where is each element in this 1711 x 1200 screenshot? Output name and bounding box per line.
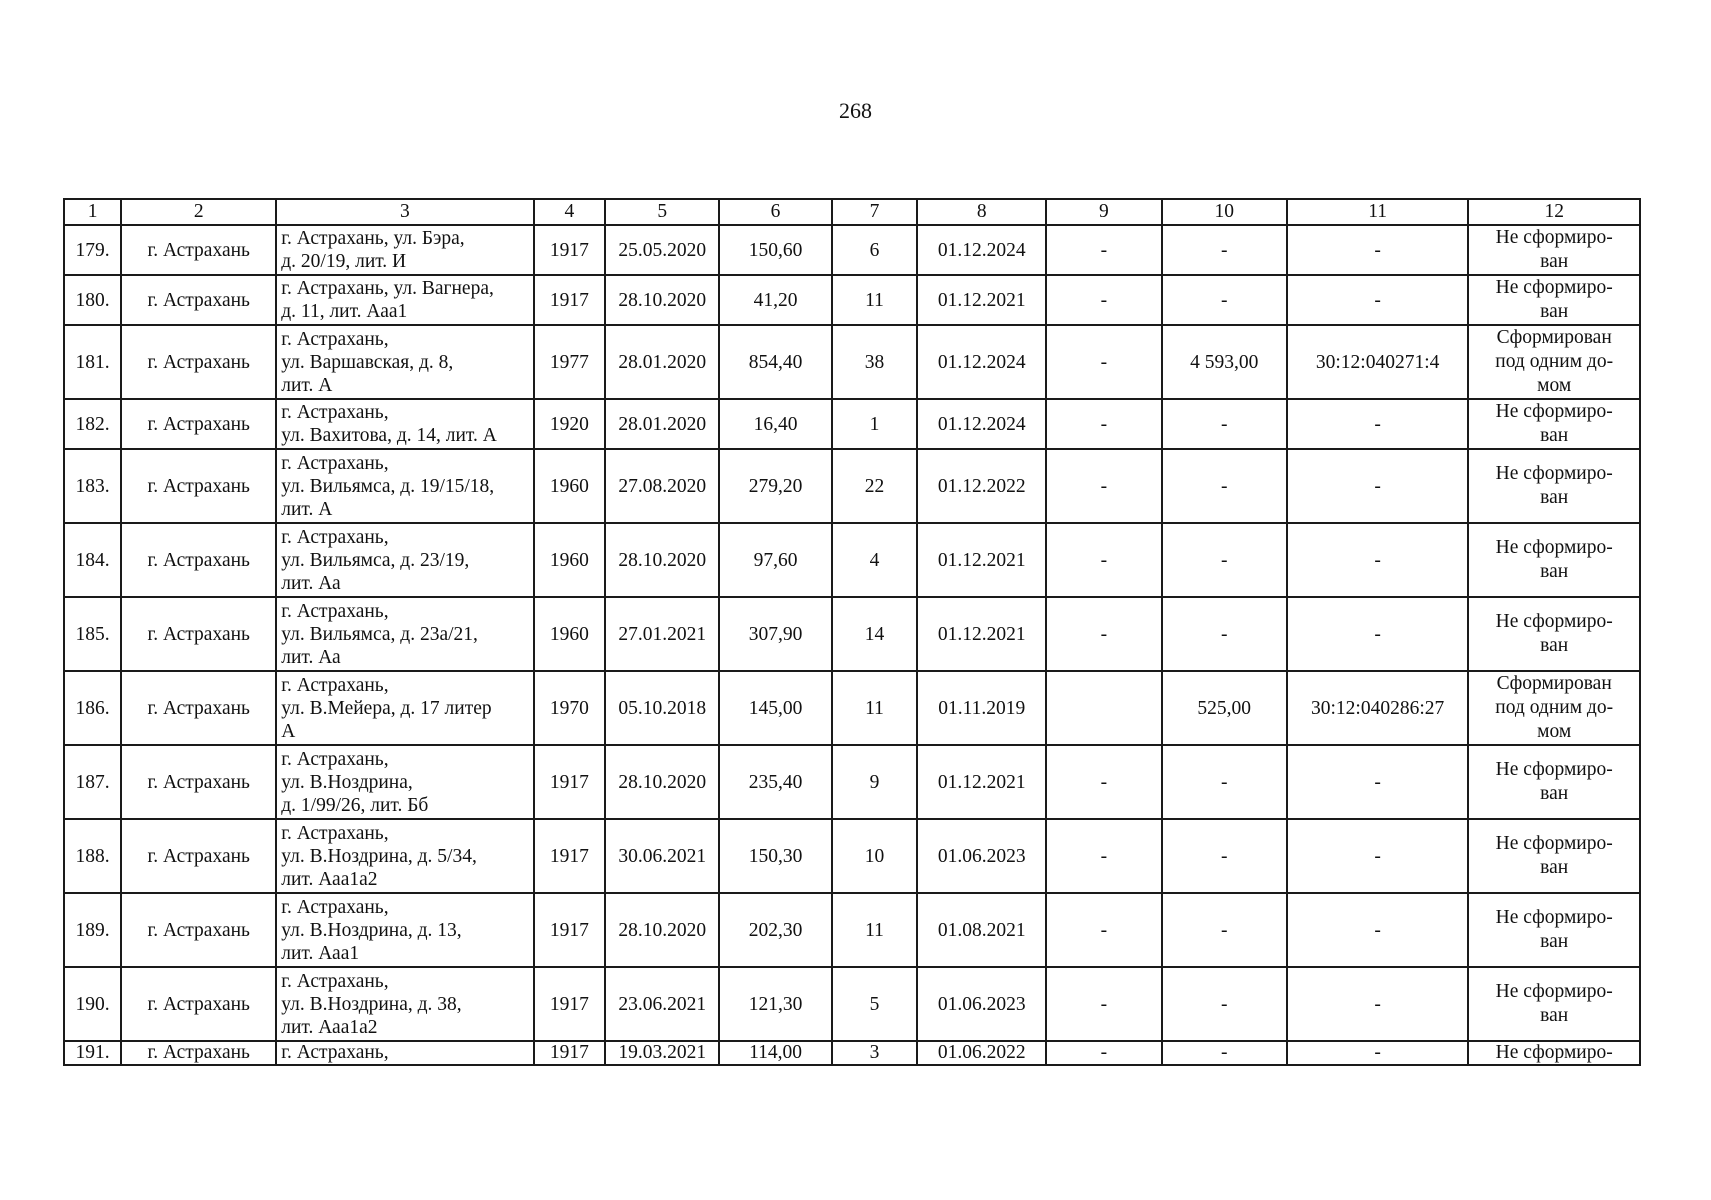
land-status-line: Не сформиро- <box>1495 907 1613 928</box>
year-cell: 1917 <box>534 225 605 275</box>
address-cell <box>276 967 533 1041</box>
col9-cell: - <box>1046 967 1161 1041</box>
deadline-cell: 01.11.2019 <box>917 671 1046 745</box>
column-header-12: 12 <box>1468 199 1640 225</box>
address-line: г. Астрахань, <box>281 748 389 770</box>
address-cell <box>276 399 533 449</box>
date-cell: 27.01.2021 <box>605 597 719 671</box>
city-cell: г. Астрахань <box>121 523 276 597</box>
land-status-line: Не сформиро- <box>1495 759 1613 780</box>
area-cell: 854,40 <box>719 325 831 399</box>
land-status-line: Не сформиро- <box>1495 611 1613 632</box>
address-line: г. Астрахань, ул. Вагнера, <box>281 278 494 299</box>
address-line: д. 11, лит. Ааа1 <box>281 301 408 322</box>
area-cell: 202,30 <box>719 893 831 967</box>
address-line: ул. Варшавская, д. 8, <box>281 351 454 373</box>
deadline-cell: 01.12.2024 <box>917 399 1046 449</box>
cadastral-number-cell: - <box>1287 523 1468 597</box>
date-cell: 28.10.2020 <box>605 745 719 819</box>
area-cell: 235,40 <box>719 745 831 819</box>
address-cell <box>276 325 533 399</box>
col9-cell: - <box>1046 745 1161 819</box>
row-number-cell: 189. <box>64 893 121 967</box>
area-cell: 97,60 <box>719 523 831 597</box>
col9-cell: - <box>1046 225 1161 275</box>
table-row <box>64 967 1640 1041</box>
row-number-cell: 181. <box>64 325 121 399</box>
table-row <box>64 225 1640 275</box>
address-line: г. Астрахань, ул. Бэра, <box>281 228 465 249</box>
address-line: ул. В.Мейера, д. 17 литер <box>281 697 492 719</box>
residents-cell: 5 <box>832 967 918 1041</box>
land-status-line: ван <box>1540 635 1569 656</box>
land-status-cell <box>1468 523 1640 597</box>
land-status-line: мом <box>1537 375 1572 396</box>
year-cell: 1960 <box>534 597 605 671</box>
area-cell: 150,60 <box>719 225 831 275</box>
address-line: А <box>281 720 296 742</box>
land-status-line: ван <box>1540 425 1569 446</box>
address-line: ул. В.Ноздрина, д. 13, <box>281 919 462 941</box>
land-area-cell: - <box>1162 449 1287 523</box>
city-cell: г. Астрахань <box>121 597 276 671</box>
cadastral-number-cell: - <box>1287 819 1468 893</box>
land-area-cell: - <box>1162 597 1287 671</box>
row-number-cell: 191. <box>64 1041 121 1065</box>
table-row <box>64 275 1640 325</box>
land-status-cell <box>1468 225 1640 275</box>
row-number-cell: 183. <box>64 449 121 523</box>
land-status-line: Не сформиро- <box>1495 537 1613 558</box>
address-line: г. Астрахань, <box>281 674 389 696</box>
year-cell: 1917 <box>534 1041 605 1065</box>
table-row <box>64 1041 1640 1065</box>
residents-cell: 6 <box>832 225 918 275</box>
address-line: г. Астрахань, <box>281 526 389 548</box>
date-cell: 28.01.2020 <box>605 325 719 399</box>
table-row <box>64 819 1640 893</box>
address-line: г. Астрахань, <box>281 600 389 622</box>
city-cell: г. Астрахань <box>121 671 276 745</box>
table-row <box>64 399 1640 449</box>
residents-cell: 4 <box>832 523 918 597</box>
row-number-cell: 186. <box>64 671 121 745</box>
column-header-7: 7 <box>832 199 918 225</box>
address-line: г. Астрахань, <box>281 822 389 844</box>
land-area-cell: 525,00 <box>1162 671 1287 745</box>
city-cell: г. Астрахань <box>121 967 276 1041</box>
land-status-line: Не сформиро- <box>1495 277 1613 298</box>
residents-cell: 3 <box>832 1041 918 1065</box>
land-status-cell <box>1468 967 1640 1041</box>
land-area-cell: - <box>1162 745 1287 819</box>
land-status-line: ван <box>1540 1005 1569 1026</box>
land-status-line: ван <box>1540 857 1569 878</box>
row-number-cell: 187. <box>64 745 121 819</box>
address-line: г. Астрахань, <box>281 402 389 423</box>
address-cell <box>276 819 533 893</box>
cadastral-number-cell: - <box>1287 399 1468 449</box>
address-line: ул. В.Ноздрина, д. 38, <box>281 993 462 1015</box>
deadline-cell: 01.06.2023 <box>917 967 1046 1041</box>
residents-cell: 38 <box>832 325 918 399</box>
land-area-cell: - <box>1162 275 1287 325</box>
address-line: ул. Вильямса, д. 23/19, <box>281 549 470 571</box>
deadline-cell: 01.12.2024 <box>917 225 1046 275</box>
land-status-cell <box>1468 597 1640 671</box>
year-cell: 1917 <box>534 967 605 1041</box>
residents-cell: 11 <box>832 275 918 325</box>
land-area-cell: - <box>1162 967 1287 1041</box>
table-row <box>64 671 1640 745</box>
address-line: ул. Вильямса, д. 19/15/18, <box>281 475 495 497</box>
column-header-6: 6 <box>719 199 831 225</box>
year-cell: 1920 <box>534 399 605 449</box>
col9-cell: - <box>1046 275 1161 325</box>
land-area-cell: - <box>1162 893 1287 967</box>
column-header-10: 10 <box>1162 199 1287 225</box>
land-status-line: Сформирован <box>1496 327 1612 348</box>
table-row <box>64 523 1640 597</box>
land-status-line: Не сформиро- <box>1495 833 1613 854</box>
area-cell: 16,40 <box>719 399 831 449</box>
land-status-line: Не сформиро- <box>1495 463 1613 484</box>
row-number-cell: 180. <box>64 275 121 325</box>
column-number-header-row <box>64 199 1640 225</box>
land-status-line: Не сформиро- <box>1495 401 1613 422</box>
residents-cell: 11 <box>832 893 918 967</box>
address-line: г. Астрахань, <box>281 970 389 992</box>
col9-cell: - <box>1046 399 1161 449</box>
land-area-cell: - <box>1162 1041 1287 1065</box>
address-line: лит. Ааа1а2 <box>281 868 378 890</box>
col9-cell: - <box>1046 819 1161 893</box>
area-cell: 145,00 <box>719 671 831 745</box>
residents-cell: 11 <box>832 671 918 745</box>
cadastral-number-cell: - <box>1287 275 1468 325</box>
row-number-cell: 184. <box>64 523 121 597</box>
residents-cell: 1 <box>832 399 918 449</box>
column-header-8: 8 <box>917 199 1046 225</box>
city-cell: г. Астрахань <box>121 399 276 449</box>
cadastral-number-cell: - <box>1287 893 1468 967</box>
land-status-line: ван <box>1540 301 1569 322</box>
land-status-cell <box>1468 1041 1640 1065</box>
housing-register-table <box>63 198 1641 1066</box>
address-line: лит. Ааа1 <box>281 942 360 964</box>
cadastral-number-cell: - <box>1287 449 1468 523</box>
land-status-line: ван <box>1540 561 1569 582</box>
table-row <box>64 325 1640 399</box>
deadline-cell: 01.08.2021 <box>917 893 1046 967</box>
city-cell: г. Астрахань <box>121 893 276 967</box>
col9-cell: - <box>1046 325 1161 399</box>
city-cell: г. Астрахань <box>121 1041 276 1065</box>
land-status-line: Не сформиро- <box>1495 1042 1613 1063</box>
date-cell: 25.05.2020 <box>605 225 719 275</box>
city-cell: г. Астрахань <box>121 745 276 819</box>
address-line: лит. Ааа1а2 <box>281 1016 378 1038</box>
land-area-cell: - <box>1162 399 1287 449</box>
column-header-4: 4 <box>534 199 605 225</box>
land-status-line: Сформирован <box>1496 673 1612 694</box>
land-status-line: под одним до- <box>1495 697 1614 718</box>
address-cell <box>276 523 533 597</box>
table-row <box>64 893 1640 967</box>
address-line: ул. Вильямса, д. 23а/21, <box>281 623 478 645</box>
land-status-line: Не сформиро- <box>1495 227 1613 248</box>
date-cell: 05.10.2018 <box>605 671 719 745</box>
land-status-cell <box>1468 275 1640 325</box>
year-cell: 1977 <box>534 325 605 399</box>
land-area-cell: - <box>1162 819 1287 893</box>
address-line: лит. А <box>281 374 333 396</box>
cadastral-number-cell: - <box>1287 745 1468 819</box>
date-cell: 27.08.2020 <box>605 449 719 523</box>
date-cell: 28.10.2020 <box>605 275 719 325</box>
land-status-line: под одним до- <box>1495 351 1614 372</box>
land-status-cell <box>1468 819 1640 893</box>
land-status-cell <box>1468 399 1640 449</box>
address-line: г. Астрахань, <box>281 328 389 350</box>
year-cell: 1970 <box>534 671 605 745</box>
col9-cell: - <box>1046 893 1161 967</box>
col9-cell: - <box>1046 523 1161 597</box>
page-number: 268 <box>839 98 872 123</box>
col9-cell: - <box>1046 597 1161 671</box>
address-cell <box>276 745 533 819</box>
land-status-line: Не сформиро- <box>1495 981 1613 1002</box>
date-cell: 28.10.2020 <box>605 893 719 967</box>
column-header-11: 11 <box>1287 199 1468 225</box>
table-row <box>64 597 1640 671</box>
column-header-2: 2 <box>121 199 276 225</box>
land-area-cell: 4 593,00 <box>1162 325 1287 399</box>
address-line: лит. А <box>281 498 333 520</box>
col9-cell <box>1046 671 1161 745</box>
city-cell: г. Астрахань <box>121 275 276 325</box>
deadline-cell: 01.12.2024 <box>917 325 1046 399</box>
address-cell <box>276 1041 533 1065</box>
deadline-cell: 01.12.2021 <box>917 275 1046 325</box>
land-status-line: ван <box>1540 783 1569 804</box>
date-cell: 28.01.2020 <box>605 399 719 449</box>
col9-cell: - <box>1046 1041 1161 1065</box>
land-status-line: ван <box>1540 487 1569 508</box>
table-row <box>64 449 1640 523</box>
area-cell: 121,30 <box>719 967 831 1041</box>
cadastral-number-cell: - <box>1287 1041 1468 1065</box>
deadline-cell: 01.12.2021 <box>917 523 1046 597</box>
residents-cell: 14 <box>832 597 918 671</box>
land-status-cell <box>1468 325 1640 399</box>
row-number-cell: 185. <box>64 597 121 671</box>
address-line: г. Астрахань, <box>281 452 389 474</box>
row-number-cell: 182. <box>64 399 121 449</box>
residents-cell: 10 <box>832 819 918 893</box>
deadline-cell: 01.06.2023 <box>917 819 1046 893</box>
land-status-cell <box>1468 893 1640 967</box>
year-cell: 1960 <box>534 523 605 597</box>
deadline-cell: 01.12.2021 <box>917 745 1046 819</box>
address-cell <box>276 893 533 967</box>
land-status-cell <box>1468 745 1640 819</box>
year-cell: 1917 <box>534 275 605 325</box>
deadline-cell: 01.12.2021 <box>917 597 1046 671</box>
land-area-cell: - <box>1162 225 1287 275</box>
table-row <box>64 745 1640 819</box>
year-cell: 1917 <box>534 893 605 967</box>
deadline-cell: 01.12.2022 <box>917 449 1046 523</box>
row-number-cell: 179. <box>64 225 121 275</box>
address-line: ул. Вахитова, д. 14, лит. А <box>281 425 497 446</box>
land-status-line: ван <box>1540 251 1569 272</box>
date-cell: 23.06.2021 <box>605 967 719 1041</box>
row-number-cell: 188. <box>64 819 121 893</box>
address-cell <box>276 597 533 671</box>
address-line: г. Астрахань, <box>281 1042 389 1063</box>
column-header-3: 3 <box>276 199 533 225</box>
area-cell: 41,20 <box>719 275 831 325</box>
land-status-line: мом <box>1537 721 1572 742</box>
land-area-cell: - <box>1162 523 1287 597</box>
land-status-cell <box>1468 671 1640 745</box>
deadline-cell: 01.06.2022 <box>917 1041 1046 1065</box>
address-line: ул. В.Ноздрина, д. 5/34, <box>281 845 477 867</box>
cadastral-number-cell: 30:12:040271:4 <box>1287 325 1468 399</box>
table-body <box>64 225 1640 1065</box>
land-status-line: ван <box>1540 931 1569 952</box>
residents-cell: 9 <box>832 745 918 819</box>
column-header-1: 1 <box>64 199 121 225</box>
city-cell: г. Астрахань <box>121 449 276 523</box>
cadastral-number-cell: - <box>1287 597 1468 671</box>
address-cell <box>276 225 533 275</box>
city-cell: г. Астрахань <box>121 325 276 399</box>
address-cell <box>276 671 533 745</box>
area-cell: 307,90 <box>719 597 831 671</box>
address-line: д. 20/19, лит. И <box>281 251 407 272</box>
address-line: лит. Аа <box>281 572 341 594</box>
cadastral-number-cell: - <box>1287 967 1468 1041</box>
address-cell <box>276 275 533 325</box>
address-cell <box>276 449 533 523</box>
year-cell: 1960 <box>534 449 605 523</box>
column-header-9: 9 <box>1046 199 1161 225</box>
col9-cell: - <box>1046 449 1161 523</box>
address-line: лит. Аа <box>281 646 341 668</box>
row-number-cell: 190. <box>64 967 121 1041</box>
date-cell: 30.06.2021 <box>605 819 719 893</box>
address-line: г. Астрахань, <box>281 896 389 918</box>
address-line: д. 1/99/26, лит. Бб <box>281 794 429 816</box>
area-cell: 114,00 <box>719 1041 831 1065</box>
city-cell: г. Астрахань <box>121 819 276 893</box>
city-cell: г. Астрахань <box>121 225 276 275</box>
cadastral-number-cell: 30:12:040286:27 <box>1287 671 1468 745</box>
residents-cell: 22 <box>832 449 918 523</box>
date-cell: 19.03.2021 <box>605 1041 719 1065</box>
address-line: ул. В.Ноздрина, <box>281 771 413 793</box>
land-status-cell <box>1468 449 1640 523</box>
column-header-5: 5 <box>605 199 719 225</box>
area-cell: 150,30 <box>719 819 831 893</box>
cadastral-number-cell: - <box>1287 225 1468 275</box>
date-cell: 28.10.2020 <box>605 523 719 597</box>
area-cell: 279,20 <box>719 449 831 523</box>
year-cell: 1917 <box>534 745 605 819</box>
year-cell: 1917 <box>534 819 605 893</box>
